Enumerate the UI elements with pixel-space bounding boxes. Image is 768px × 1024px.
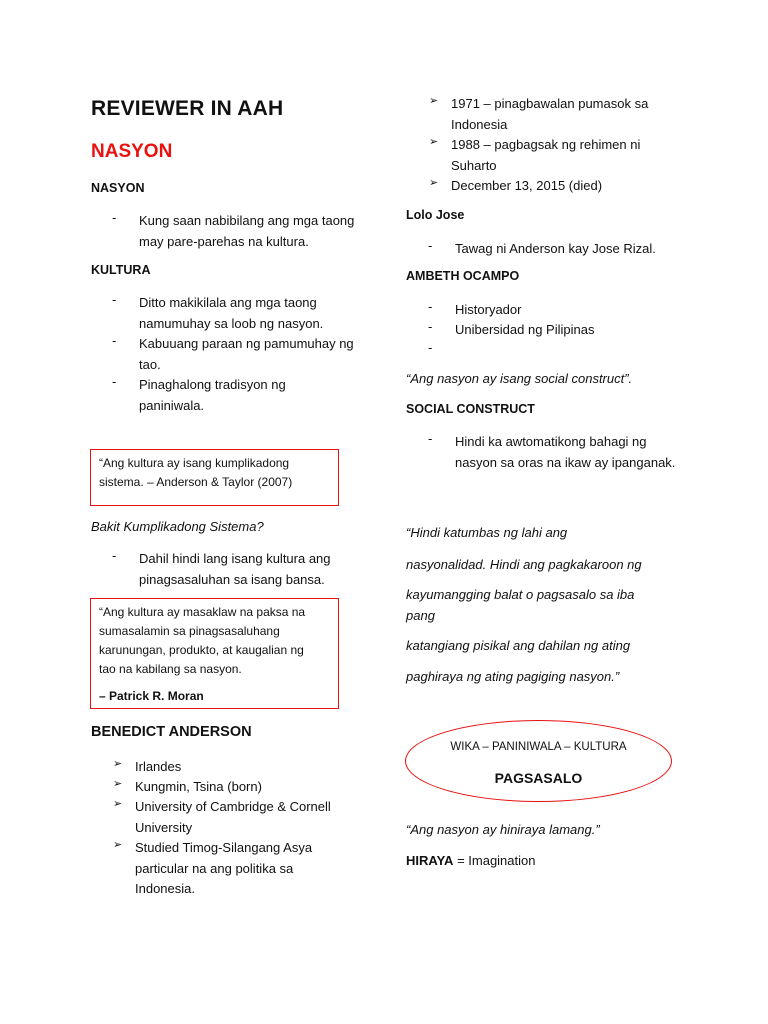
arrow-bullet-icon: ➢ <box>429 177 439 189</box>
social-construct-quote: “Ang nasyon ay isang social construct”. <box>406 371 633 386</box>
hiniraya-quote: “Ang nasyon ay hiniraya lamang.” <box>406 822 600 837</box>
section-title: NASYON <box>91 141 173 162</box>
quote-line: katangiang pisikal ang dahilan ng ating <box>406 638 631 653</box>
ambeth-heading: AMBETH OCAMPO <box>406 269 520 283</box>
dash-icon: - <box>428 319 433 334</box>
dash-icon: - <box>112 374 117 389</box>
ellipse-line-1: WIKA – PANINIWALA – KULTURA <box>450 741 627 753</box>
ellipse-line-2: PAGSASALO <box>494 770 583 786</box>
arrow-bullet-icon: ➢ <box>113 839 123 851</box>
pagsasalo-ellipse <box>405 720 672 802</box>
anderson-heading: BENEDICT ANDERSON <box>91 724 252 740</box>
hiraya-meaning: = Imagination <box>453 853 536 868</box>
quote-line: kayumangging balat o pagsasalo sa iba <box>406 587 635 602</box>
quote-box-anderson-taylor: “Ang kultura ay isang kumplikadong sistema. – Anderson & Taylor (2007) <box>90 449 339 506</box>
document-page: REVIEWER IN AAH NASYON NASYON - Kung saan nabibilang ang mga taong may pare-parehas na kultura. KULTURA - Ditto makikilala ang mga taong namumuhay sa loob ng nasyon. - Kabuuang paraan ng pamumuhay ng tao. - Pinaghalong tradisyon ng paniniwala. “Ang kultura ay isang kumplikadong sistema. – Anderson & Taylor (2007) Bakit Kumplikadong Sistema? - Dahil hindi lang isang kultura ang pinagsasaluhan sa isang bansa. “Ang kultura ay masaklaw na paksa na sumasalamin sa pinagsasaluhang karunungan, produkto, at kaugalian ng tao na kabilang sa nasyon. – Patrick R. Moran BENEDICT ANDERSON ➢ Irlandes ➢ Kungmin, Tsina (born) ➢ University of Cambridge & Cornell University ➢ Studied Timog-Silangang Asya particular na ang politika sa Indonesia. ➢ 1971 – pinagbawalan pumasok sa Indonesia ➢ 1988 – pagbagsak ng rehimen ni Suharto ➢ December 13, 2015 (died) Lolo Jose - Tawag ni Anderson kay Jose Rizal. AMBETH OCAMPO - Historyador - Unibersidad ng Pilipinas - “Ang nasyon ay isang social construct”. SOCIAL CONSTRUCT - Hindi ka awtomatikong bahagi ng nasyon sa oras na ikaw ay ipanganak. “Hindi katumbas ng lahi ang nasyonalidad. Hindi ang pagkakaroon ng kayumangging balat o pagsasalo sa iba pang katangiang pisikal ang dahilan ng ating paghiraya ng ating pagiging nasyon.” WIKA – PANINIWALA – KULTURA PAGSASALO “Ang nasyon ay hiniraya lamang.” HIRAYA = Imagination <box>91 95 676 896</box>
nasyon-heading: NASYON <box>91 181 145 195</box>
hiraya-term: HIRAYA <box>406 853 454 868</box>
arrow-bullet-icon: ➢ <box>429 136 439 148</box>
quote-box-moran: “Ang kultura ay masaklaw na paksa na sumasalamin sa pinagsasaluhang karunungan, produkto, at kaugalian ng tao na kabilang sa nasyon. – Patrick R. Moran <box>90 598 339 709</box>
quote-line: paghiraya ng ating pagiging nasyon.” <box>406 669 620 684</box>
quote-author: – Patrick R. Moran <box>99 689 204 703</box>
arrow-bullet-icon: ➢ <box>113 798 123 810</box>
dash-icon: - <box>112 292 117 307</box>
dash-icon: - <box>112 548 117 563</box>
dash-icon: - <box>112 210 117 225</box>
dash-icon: - <box>428 340 433 355</box>
bakit-question: Bakit Kumplikadong Sistema? <box>91 519 264 534</box>
kultura-heading: KULTURA <box>91 263 151 277</box>
dash-icon: - <box>112 333 117 348</box>
quote-line: nasyonalidad. Hindi ang pagkakaroon ng <box>406 557 642 572</box>
doc-title: REVIEWER IN AAH <box>91 97 284 120</box>
social-construct-heading: SOCIAL CONSTRUCT <box>406 402 535 416</box>
lolo-jose-heading: Lolo Jose <box>406 208 465 222</box>
hiraya-definition <box>406 853 535 868</box>
dash-icon: - <box>428 238 433 253</box>
dash-icon: - <box>428 431 433 446</box>
arrow-bullet-icon: ➢ <box>113 778 123 790</box>
dash-icon: - <box>428 299 433 314</box>
arrow-bullet-icon: ➢ <box>113 758 123 770</box>
arrow-bullet-icon: ➢ <box>429 95 439 107</box>
quote-line: “Hindi katumbas ng lahi ang <box>406 525 568 540</box>
quote-line: pang <box>406 608 435 623</box>
